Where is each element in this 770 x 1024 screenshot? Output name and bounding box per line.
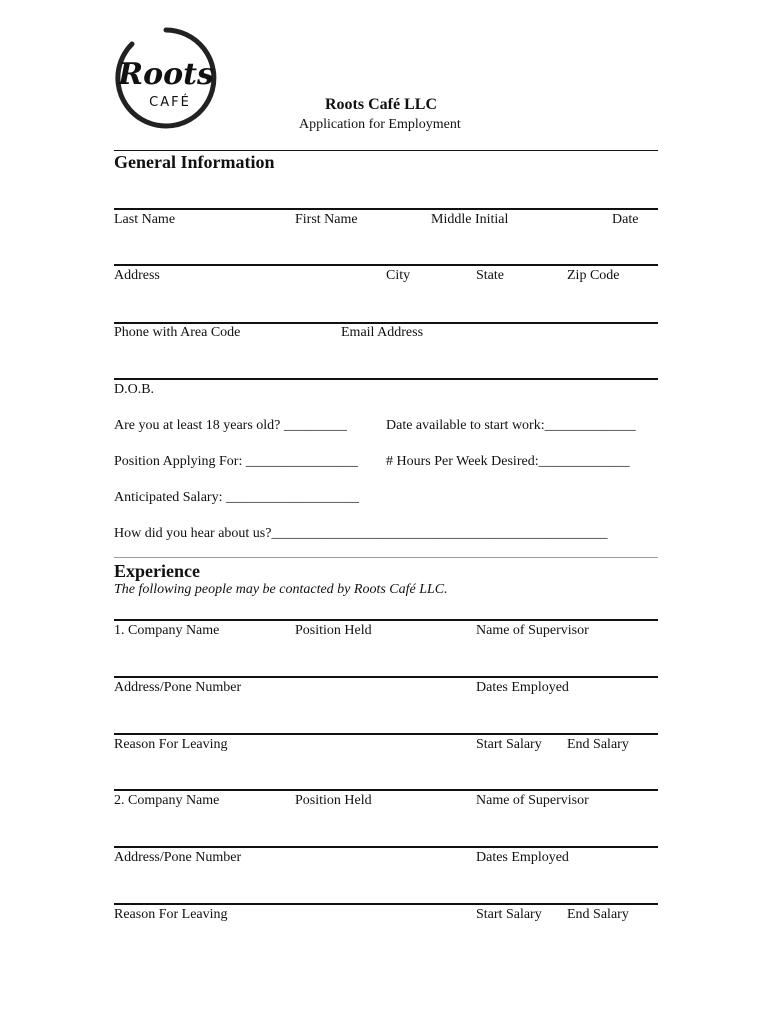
salary-question: Anticipated Salary: ___________________ [114, 490, 359, 505]
entry1-end-salary-label: End Salary [567, 737, 629, 752]
address-label: Address [114, 268, 160, 283]
entry1-dates-label: Dates Employed [476, 680, 569, 695]
general-heading: General Information [114, 152, 275, 172]
entry1-company-label: 1. Company Name [114, 623, 220, 638]
hours-question: # Hours Per Week Desired:_____________ [386, 454, 630, 469]
experience-heading: Experience [114, 561, 200, 581]
entry1-supervisor-label: Name of Supervisor [476, 623, 589, 638]
entry1-rule-address [114, 676, 658, 678]
first-name-label: First Name [295, 212, 358, 227]
entry2-rule-company [114, 789, 658, 791]
row-rule-phone [114, 322, 658, 324]
entry2-start-salary-label: Start Salary [476, 907, 542, 922]
date-label: Date [612, 212, 639, 227]
company-title: Roots Café LLC [325, 96, 437, 113]
entry2-rule-reason [114, 903, 658, 905]
logo-word: Roots [118, 57, 214, 92]
state-label: State [476, 268, 504, 283]
logo-sub: CAFÉ [149, 95, 191, 110]
hear-question: How did you hear about us?________________________________________________ [114, 526, 608, 541]
last-name-label: Last Name [114, 212, 176, 227]
entry1-reason-label: Reason For Leaving [114, 737, 228, 752]
entry2-company-label: 2. Company Name [114, 793, 220, 808]
middle-initial-label: Middle Initial [431, 212, 509, 227]
entry1-start-salary-label: Start Salary [476, 737, 542, 752]
email-label: Email Address [341, 325, 424, 340]
entry1-position-label: Position Held [295, 623, 372, 638]
entry2-dates-label: Dates Employed [476, 850, 569, 865]
entry2-position-label: Position Held [295, 793, 372, 808]
entry2-reason-label: Reason For Leaving [114, 907, 228, 922]
city-label: City [386, 268, 411, 283]
entry2-rule-address [114, 846, 658, 848]
logo-badge [112, 24, 220, 132]
start-date-question: Date available to start work:_____________ [386, 418, 636, 433]
age-question: Are you at least 18 years old? _________ [114, 418, 347, 433]
row-rule-address [114, 264, 658, 266]
entry2-supervisor-label: Name of Supervisor [476, 793, 589, 808]
entry2-address-label: Address/Pone Number [114, 850, 242, 865]
dob-label: D.O.B. [114, 382, 155, 397]
entry1-rule-reason [114, 733, 658, 735]
section-divider [114, 557, 658, 558]
entry1-rule-company [114, 619, 658, 621]
position-question: Position Applying For: ________________ [114, 454, 358, 469]
zip-label: Zip Code [567, 268, 620, 283]
logo [112, 24, 220, 132]
form-subtitle: Application for Employment [299, 117, 461, 132]
experience-note: The following people may be contacted by Roots Café LLC. [114, 582, 448, 597]
entry2-end-salary-label: End Salary [567, 907, 629, 922]
phone-label: Phone with Area Code [114, 325, 241, 340]
row-rule-dob [114, 378, 658, 380]
row-rule-name [114, 208, 658, 210]
entry1-address-label: Address/Pone Number [114, 680, 242, 695]
header-rule [114, 150, 658, 151]
